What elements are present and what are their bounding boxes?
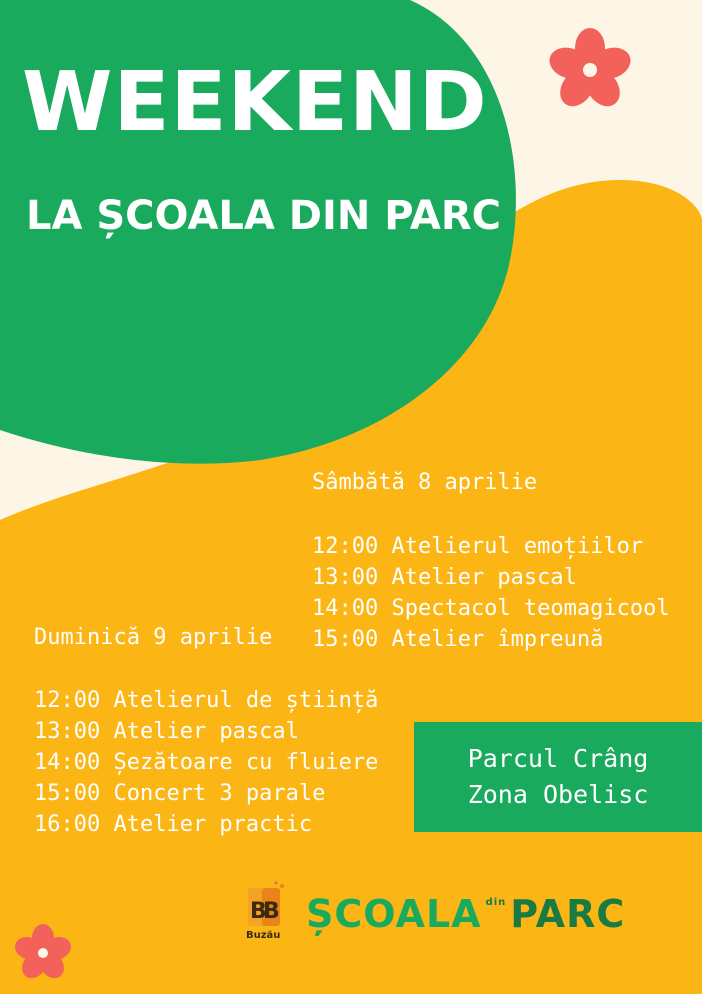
logo-scoala-text: ȘCOALA (306, 892, 482, 936)
schedule-item: 15:00 Concert 3 parale (34, 781, 326, 806)
schedule-item: 13:00 Atelier pascal (34, 719, 299, 744)
schedule-item: 12:00 Atelierul emoțiilor (312, 534, 644, 559)
svg-text:B: B (263, 899, 280, 924)
logo-din-text: din (485, 896, 507, 908)
schedule-item: 16:00 Atelier practic (34, 812, 313, 837)
poster-title: WEEKEND (22, 55, 488, 150)
schedule-item: 12:00 Atelierul de știință (34, 688, 379, 713)
schedule-item: 13:00 Atelier pascal (312, 565, 577, 590)
location-zone: Zona Obelisc (467, 780, 649, 809)
sunday-date: Duminică 9 aprilie (34, 625, 273, 650)
flower-icon (12, 922, 74, 984)
location-box (414, 722, 702, 832)
sunday-schedule (34, 625, 378, 840)
schedule-item: 14:00 Șezătoare cu fluiere (34, 750, 379, 775)
flower-icon (546, 26, 634, 114)
schedule-item: 14:00 Spectacol teomagicool (312, 596, 670, 621)
buzau-label: Buzău (246, 930, 281, 941)
poster-subtitle: LA ȘCOALA DIN PARC (26, 193, 502, 239)
location-park: Parcul Crâng (467, 744, 649, 773)
saturday-date: Sâmbătă 8 aprilie (312, 470, 538, 495)
footer-logos (244, 880, 624, 950)
logo-parc-text: PARC (510, 892, 626, 936)
scoala-din-parc-logo (306, 892, 625, 936)
svg-text:B: B (250, 899, 267, 924)
schedule-item: 15:00 Atelier împreună (312, 627, 604, 652)
